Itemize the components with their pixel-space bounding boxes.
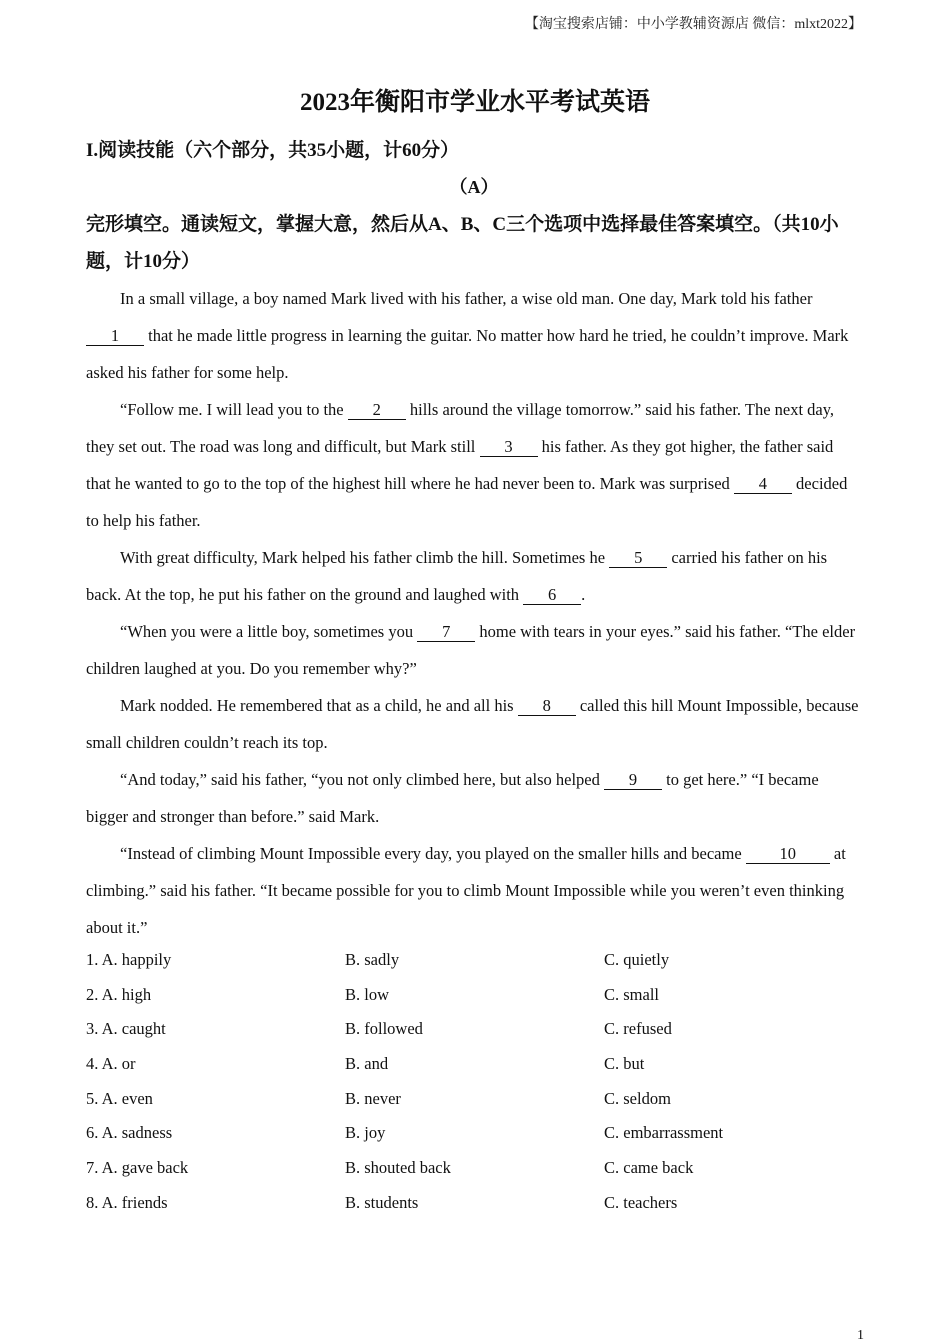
paragraph-2 bbox=[86, 391, 862, 539]
blank-4: 4 bbox=[734, 475, 792, 494]
blank-7: 7 bbox=[417, 623, 475, 642]
text: . bbox=[581, 585, 586, 604]
blank-9: 9 bbox=[604, 771, 662, 790]
option-a: 2. A. high bbox=[86, 984, 152, 1004]
text: called this hill Mount Impossible, because small children couldn’t reach its top. bbox=[86, 696, 859, 752]
option-a: 3. A. caught bbox=[86, 1019, 166, 1039]
exam-content bbox=[86, 132, 862, 1221]
text: at climbing.” said his father. “It became possible for you to climb Mount Impossible while you weren’t even thinking about it.” bbox=[86, 844, 846, 937]
text: “And today,” said his father, “you not only climbed here, but also helped bbox=[120, 770, 604, 789]
option-a: 6. A. sadness bbox=[86, 1123, 173, 1143]
option-row bbox=[86, 1082, 862, 1117]
cloze-passage bbox=[86, 280, 862, 946]
option-c: C. refused bbox=[604, 1019, 672, 1039]
text: Mark nodded. He remembered that as a child, he and all his bbox=[120, 696, 518, 715]
section-heading: I.阅读技能（六个部分，共35小题，计60分） bbox=[86, 140, 460, 161]
paragraph-1 bbox=[86, 280, 862, 391]
text: With great difficulty, Mark helped his father climb the hill. Sometimes he bbox=[120, 548, 610, 567]
text: that he made little progress in learning the guitar. No matter how hard he tried, he couldn’t improve. Mark asked his father for some help. bbox=[86, 326, 849, 382]
text: decided to help his father. bbox=[86, 474, 848, 530]
option-row bbox=[86, 1116, 862, 1151]
text: “Follow me. I will lead you to the bbox=[120, 400, 348, 419]
option-a: 5. A. even bbox=[86, 1088, 153, 1108]
option-a: 8. A. friends bbox=[86, 1192, 168, 1212]
blank-1: 1 bbox=[86, 327, 144, 346]
blank-5: 5 bbox=[609, 549, 667, 568]
option-c: C. embarrassment bbox=[604, 1123, 724, 1143]
option-row bbox=[86, 978, 862, 1013]
text: In a small village, a boy named Mark lived with his father, a wise old man. One day, Mark told his father bbox=[120, 289, 813, 308]
answer-options bbox=[86, 943, 862, 1221]
paragraph-6 bbox=[86, 761, 862, 835]
option-row bbox=[86, 943, 862, 978]
option-c: C. teachers bbox=[604, 1192, 678, 1212]
blank-10: 10 bbox=[746, 845, 830, 864]
option-row bbox=[86, 1012, 862, 1047]
instructions: 完形填空。通读短文，掌握大意，然后从A、B、C三个选项中选择最佳答案填空。（共10小题，计10分） bbox=[86, 214, 839, 272]
page-title: 2023年衡阳市学业水平考试英语 bbox=[299, 89, 650, 116]
paragraph-3 bbox=[86, 539, 862, 613]
part-heading: （A） bbox=[449, 177, 499, 197]
option-row bbox=[86, 1151, 862, 1186]
text: hills around the village tomorrow.” said his father. The next day, they set out. The road was long and difficult, but Mark still bbox=[86, 400, 835, 456]
option-b: B. shouted back bbox=[345, 1158, 451, 1178]
page-number: 1 bbox=[857, 1328, 864, 1343]
text: to get here.” “I became bigger and stronger than before.” said Mark. bbox=[86, 770, 819, 826]
option-a: 4. A. or bbox=[86, 1054, 136, 1074]
option-row bbox=[86, 1186, 862, 1221]
option-c: C. seldom bbox=[604, 1088, 671, 1108]
option-a: 1. A. happily bbox=[86, 950, 172, 969]
paragraph-5 bbox=[86, 687, 862, 761]
option-b: B. followed bbox=[345, 1019, 423, 1039]
blank-8: 8 bbox=[518, 697, 576, 716]
option-row bbox=[86, 1047, 862, 1082]
text: carried his father on his back. At the top, he put his father on the ground and laughed with bbox=[86, 548, 828, 604]
text: “Instead of climbing Mount Impossible every day, you played on the smaller hills and became bbox=[120, 844, 746, 863]
option-b: B. joy bbox=[345, 1123, 386, 1143]
header-note: 【淘宝搜索店铺：中小学教辅资源店 微信：mlxt2022】 bbox=[524, 17, 862, 32]
blank-3: 3 bbox=[480, 438, 538, 457]
option-c: C. small bbox=[604, 984, 660, 1004]
option-c: C. but bbox=[604, 1054, 645, 1074]
paragraph-4 bbox=[86, 613, 862, 687]
option-b: B. low bbox=[345, 984, 390, 1004]
option-b: B. sadly bbox=[345, 950, 400, 969]
text: “When you were a little boy, sometimes you bbox=[120, 622, 418, 641]
blank-6: 6 bbox=[523, 586, 581, 605]
text: home with tears in your eyes.” said his father. “The elder children laughed at you. Do you remember why?” bbox=[86, 622, 856, 678]
option-b: B. students bbox=[345, 1192, 419, 1212]
blank-2: 2 bbox=[348, 401, 406, 420]
text: his father. As they got higher, the father said that he wanted to go to the top of the highest hill where he had never been to. Mark was surprised bbox=[86, 437, 834, 493]
paragraph-7 bbox=[86, 835, 862, 946]
option-c: C. quietly bbox=[604, 950, 670, 969]
option-b: B. never bbox=[345, 1088, 401, 1108]
option-a: 7. A. gave back bbox=[86, 1158, 189, 1178]
option-b: B. and bbox=[345, 1054, 389, 1074]
option-c: C. came back bbox=[604, 1158, 694, 1178]
